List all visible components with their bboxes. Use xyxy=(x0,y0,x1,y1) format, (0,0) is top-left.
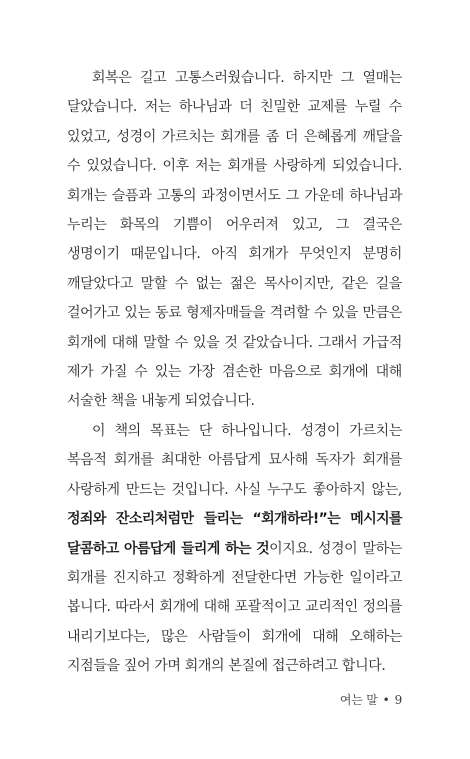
paragraph-1: 회복은 길고 고통스러웠습니다. 하지만 그 열매는 달았습니다. 저는 하나님과 더 친밀한 교제를 누릴 수 있었고, 성경이 가르치는 회개를 좀 더 은혜롭게 깨달을 수 있었습니다. 이후 저는 회개를 사랑하게 되었습니다. 회개는 슬픔과 고통의 과정이면서도 그 가운데 하나님과 누리는 화목의 기쁨이 어우러져 있고, 그 결국은 생명이기 때문입니다. 아직 회개가 무엇인지 분명히 깨달았다고 말할 수 없는 젊은 목사이지만, 같은 길을 걸어가고 있는 동료 형제자매들을 격려할 수 있을 만큼은 회개에 대해 말할 수 있을 것 같았습니다. 그래서 가급적 제가 가질 수 있는 가장 겸손한 마음으로 회개에 대해 서술한 책을 내놓게 되었습니다. xyxy=(67,70,402,410)
paragraph-2-emphasis: 정죄와 잔소리처럼만 들리는 “회개하라!”는 메시지를 달콤하고 아름답게 들리게 하는 것 xyxy=(67,511,402,557)
paragraph-2-text-before: 이 책의 목표는 단 하나입니다. 성경이 가르치는 복음적 회개를 최대한 아름답게 묘사해 독자가 회개를 사랑하게 만드는 것입니다. 사실 누구도 좋아하지 않는, xyxy=(67,422,402,498)
footer-separator: • xyxy=(382,693,390,707)
footer-section-title: 여는 말 xyxy=(339,693,378,707)
page-footer xyxy=(340,691,402,708)
page-body xyxy=(67,64,402,682)
paragraph-2 xyxy=(67,417,402,682)
page-number: 9 xyxy=(394,693,402,707)
paragraph-2-text-after: 이지요. 성경이 말하는 회개를 진지하고 정확하게 전달한다면 가능한 일이라고 봅니다. 따라서 회개에 대해 포괄적이고 교리적인 정의를 내리기보다는, 많은 사람들이 회개에 대해 오해하는 지점들을 짚어 가며 회개의 본질에 접근하려고 합니다. xyxy=(67,540,402,675)
